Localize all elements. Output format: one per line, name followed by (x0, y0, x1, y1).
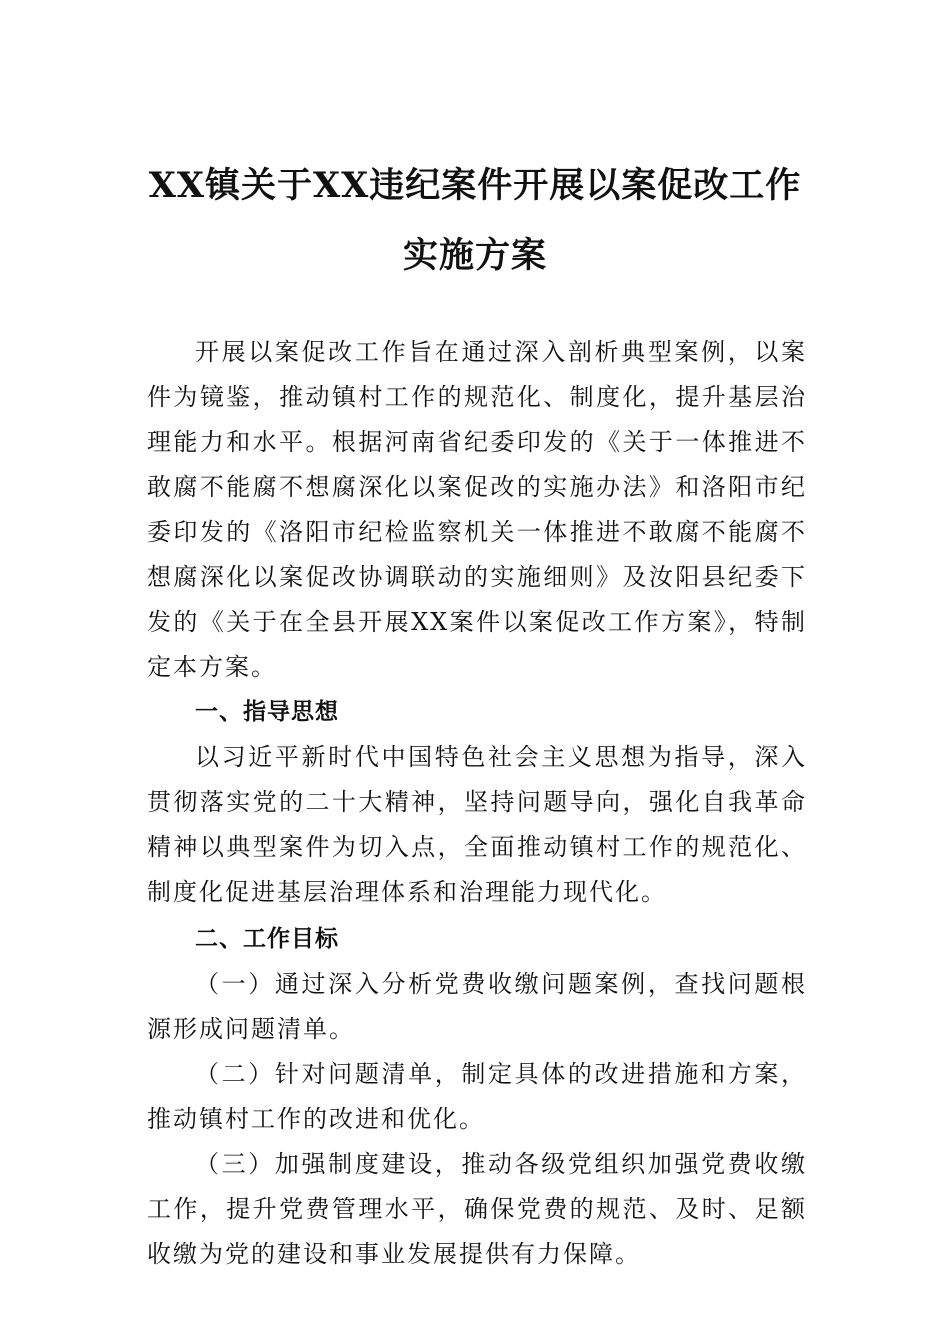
section-heading-work-goals: 二、工作目标 (195, 926, 339, 952)
section-paragraph: 以习近平新时代中国特色社会主义思想为指导，深入贯彻落实党的二十大精神，坚持问题导向，强化自我革命精神以典型案件为切入点，全面推动镇村工作的规范化、制度化促进基层治理体系和治理能力现代化。 (147, 743, 807, 906)
intro-paragraph: 开展以案促改工作旨在通过深入剖析典型案例，以案件为镜鉴，推动镇村工作的规范化、制度化，提升基层治理能力和水平。根据河南省纪委印发的《关于一体推进不敢腐不能腐不想腐深化以案促改的实施办法》和洛阳市纪委印发的《洛阳市纪检监察机关一体推进不敢腐不能腐不想腐深化以案促改协调联动的实施细则》及汝阳县纪委下发的《关于在全县开展XX案件以案促改工作方案》，特制定本方案。 (147, 338, 807, 681)
goal-item-2: （二）针对问题清单，制定具体的改进措施和方案，推动镇村工作的改进和优化。 (147, 1060, 807, 1133)
document-title-line2: 实施方案 (402, 235, 547, 276)
document-body (147, 330, 807, 1277)
goal-item-3: （三）加强制度建设，推动各级党组织加强党费收缴工作，提升党费管理水平，确保党费的规范、及时、足额收缴为党的建设和事业发展提供有力保障。 (147, 1150, 807, 1268)
section-heading-guiding-ideology: 一、指导思想 (195, 699, 339, 725)
document-title-line1: XX镇关于XX违纪案件开展以案促改工作 (148, 165, 802, 206)
goal-item-1: （一）通过深入分析党费收缴问题案例，查找问题根源形成问题清单。 (147, 970, 807, 1043)
